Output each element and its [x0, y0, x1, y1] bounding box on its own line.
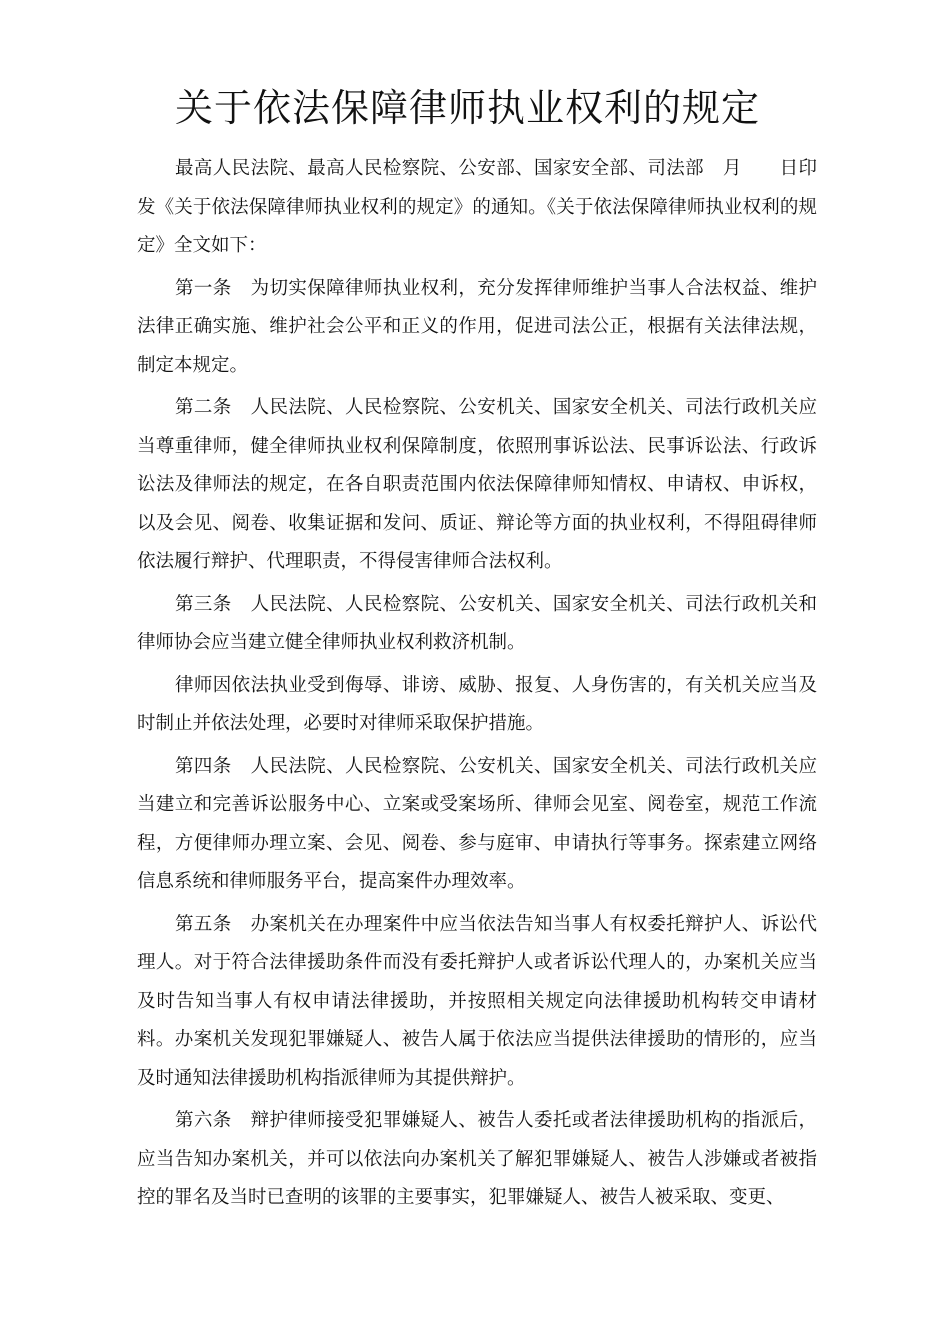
paragraph-intro: 最高人民法院、最高人民检察院、公安部、国家安全部、司法部 月 日印发《关于依法保障律师执业权利的规定》的通知。《关于依法保障律师执业权利的规定》全文如下： [137, 158, 817, 256]
paragraph-article-6: 第六条 辩护律师接受犯罪嫌疑人、被告人委托或者法律援助机构的指派后，应当告知办案机关，并可以依法向办案机关了解犯罪嫌疑人、被告人涉嫌或者被指控的罪名及当时已查明的该罪的主要事实，犯罪嫌疑人、被告人被采取、变更、 [137, 1110, 817, 1208]
document-title: 关于依法保障律师执业权利的规定 [175, 86, 761, 130]
paragraph-article-2: 第二条 人民法院、人民检察院、公安机关、国家安全机关、司法行政机关应当尊重律师，健全律师执业权利保障制度，依照刑事诉讼法、民事诉讼法、行政诉讼法及律师法的规定，在各自职责范围内依法保障律师知情权、申请权、申诉权，以及会见、阅卷、收集证据和发问、质证、辩论等方面的执业权利，不得阻碍律师依法履行辩护、代理职责，不得侵害律师合法权利。 [137, 397, 817, 572]
paragraph-article-3-continued: 律师因依法执业受到侮辱、诽谤、威胁、报复、人身伤害的，有关机关应当及时制止并依法处理，必要时对律师采取保护措施。 [137, 674, 817, 734]
document-body [137, 150, 817, 1222]
paragraph-article-4: 第四条 人民法院、人民检察院、公安机关、国家安全机关、司法行政机关应当建立和完善诉讼服务中心、立案或受案场所、律师会见室、阅卷室，规范工作流程，方便律师办理立案、会见、阅卷、参与庭审、申请执行等事务。探索建立网络信息系统和律师服务平台，提高案件办理效率。 [137, 755, 817, 892]
paragraph-article-5: 第五条 办案机关在办理案件中应当依法告知当事人有权委托辩护人、诉讼代理人。对于符合法律援助条件而没有委托辩护人或者诉讼代理人的，办案机关应当及时告知当事人有权申请法律援助，并按照相关规定向法律援助机构转交申请材料。办案机关发现犯罪嫌疑人、被告人属于依法应当提供法律援助的情形的，应当及时通知法律援助机构指派律师为其提供辩护。 [137, 913, 817, 1089]
paragraph-article-1: 第一条 为切实保障律师执业权利，充分发挥律师维护当事人合法权益、维护法律正确实施、维护社会公平和正义的作用，促进司法公正，根据有关法律法规，制定本规定。 [137, 277, 817, 376]
paragraph-article-3: 第三条 人民法院、人民检察院、公安机关、国家安全机关、司法行政机关和律师协会应当建立健全律师执业权利救济机制。 [137, 593, 817, 653]
